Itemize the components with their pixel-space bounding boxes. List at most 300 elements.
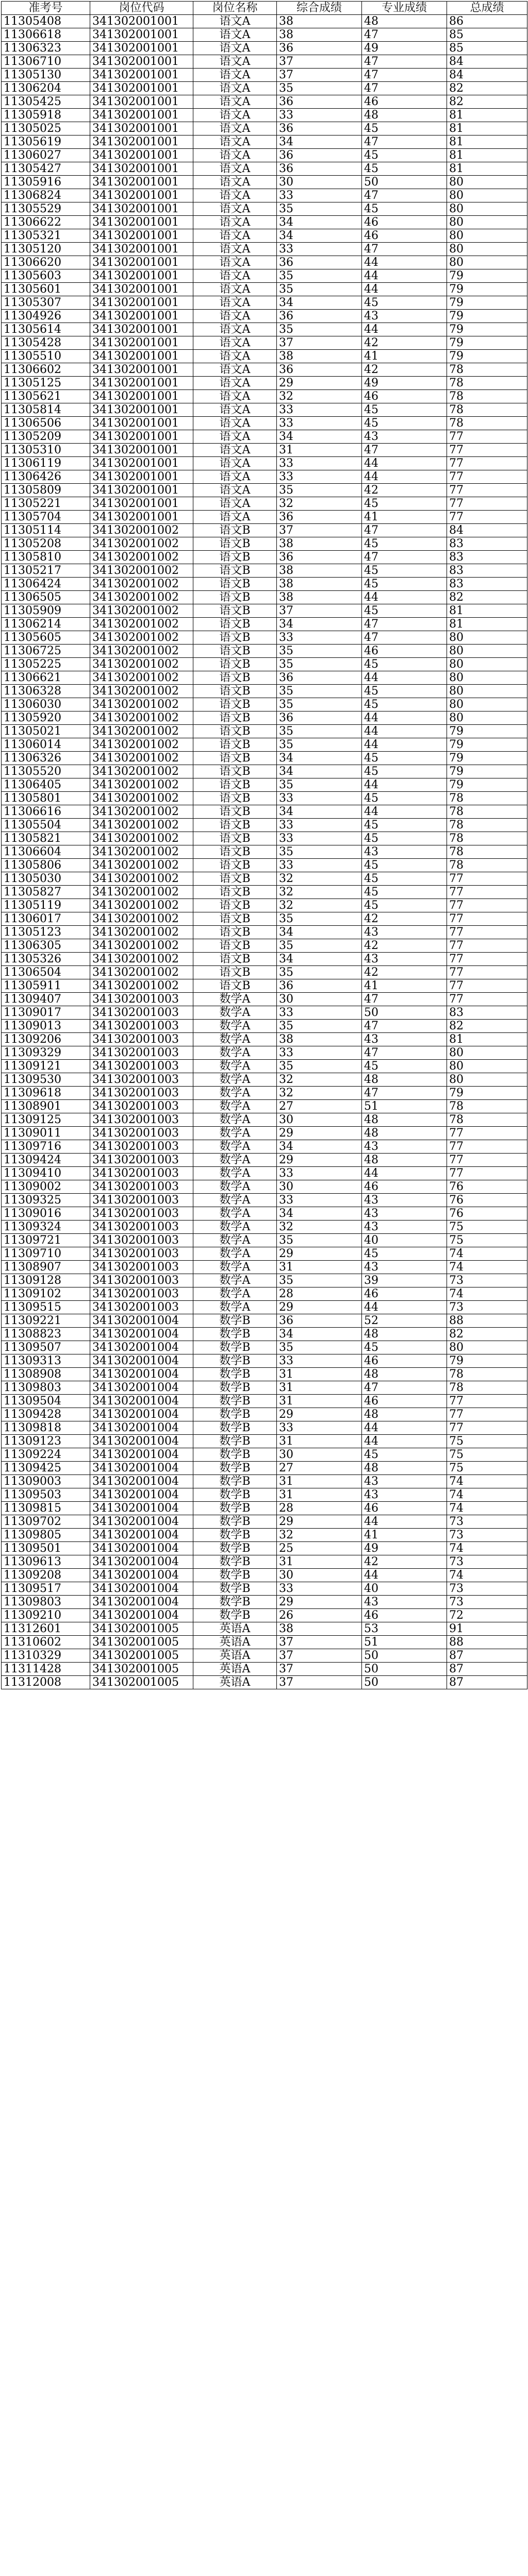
post-code-cell: 341302001001: [90, 229, 193, 243]
total-score-cell: 73: [447, 1515, 527, 1529]
composite-score-cell: 26: [277, 1609, 362, 1622]
exam-id-cell: 11309815: [2, 1502, 90, 1515]
total-score-cell: 80: [447, 658, 527, 671]
professional-score-cell: 45: [362, 578, 447, 591]
post-name-cell: 英语A: [193, 1676, 277, 1689]
composite-score-cell: 36: [277, 95, 362, 109]
professional-score-cell: 44: [362, 805, 447, 819]
table-row: [2, 953, 527, 966]
post-code-cell: 341302001001: [90, 296, 193, 310]
total-score-cell: 75: [447, 1435, 527, 1448]
composite-score-cell: 36: [277, 310, 362, 323]
table-row: [2, 149, 527, 162]
table-row: [2, 457, 527, 470]
professional-score-cell: 46: [362, 1287, 447, 1301]
composite-score-cell: 31: [277, 1261, 362, 1274]
post-name-cell: 语文B: [193, 645, 277, 658]
composite-score-cell: 31: [277, 1555, 362, 1569]
post-name-cell: 语文A: [193, 310, 277, 323]
professional-score-cell: 46: [362, 390, 447, 403]
table-row: [2, 1555, 527, 1569]
composite-score-cell: 36: [277, 363, 362, 377]
table-row: [2, 711, 527, 725]
post-code-cell: 341302001001: [90, 390, 193, 403]
composite-score-cell: 35: [277, 698, 362, 711]
composite-score-cell: 36: [277, 256, 362, 269]
professional-score-cell: 45: [362, 698, 447, 711]
post-code-cell: 341302001003: [90, 1234, 193, 1247]
post-name-cell: 数学B: [193, 1609, 277, 1622]
total-score-cell: 80: [447, 176, 527, 189]
post-code-cell: 341302001002: [90, 912, 193, 926]
composite-score-cell: 38: [277, 1033, 362, 1046]
professional-score-cell: 48: [362, 109, 447, 122]
post-code-cell: 341302001004: [90, 1569, 193, 1582]
professional-score-cell: 48: [362, 1154, 447, 1167]
exam-id-cell: 11305520: [2, 765, 90, 778]
post-name-cell: 数学B: [193, 1381, 277, 1395]
exam-id-cell: 11305120: [2, 243, 90, 256]
exam-id-cell: 11309013: [2, 1020, 90, 1033]
exam-id-cell: 11306027: [2, 149, 90, 162]
professional-score-cell: 47: [362, 243, 447, 256]
exam-id-cell: 11305310: [2, 444, 90, 457]
post-code-cell: 341302001001: [90, 149, 193, 162]
post-name-cell: 语文B: [193, 845, 277, 859]
table-row: [2, 604, 527, 618]
professional-score-cell: 43: [362, 926, 447, 939]
table-row: [2, 1676, 527, 1689]
professional-score-cell: 44: [362, 725, 447, 738]
exam-id-cell: 11305408: [2, 15, 90, 28]
post-code-cell: 341302001004: [90, 1555, 193, 1569]
post-code-cell: 341302001002: [90, 631, 193, 645]
total-score-cell: 73: [447, 1529, 527, 1542]
post-name-cell: 数学B: [193, 1529, 277, 1542]
table-row: [2, 1515, 527, 1529]
post-code-cell: 341302001003: [90, 1154, 193, 1167]
composite-score-cell: 33: [277, 819, 362, 832]
table-row: [2, 912, 527, 926]
composite-score-cell: 31: [277, 444, 362, 457]
table-row: [2, 859, 527, 872]
post-code-cell: 341302001002: [90, 591, 193, 604]
exam-id-cell: 11305209: [2, 430, 90, 444]
table-row: [2, 1154, 527, 1167]
exam-id-cell: 11305605: [2, 631, 90, 645]
total-score-cell: 80: [447, 711, 527, 725]
composite-score-cell: 37: [277, 336, 362, 350]
professional-score-cell: 45: [362, 819, 447, 832]
professional-score-cell: 45: [362, 1247, 447, 1261]
total-score-cell: 77: [447, 979, 527, 993]
exam-id-cell: 11308908: [2, 1368, 90, 1381]
exam-id-cell: 11305909: [2, 604, 90, 618]
composite-score-cell: 38: [277, 564, 362, 578]
post-code-cell: 341302001002: [90, 899, 193, 912]
post-code-cell: 341302001002: [90, 645, 193, 658]
total-score-cell: 84: [447, 69, 527, 82]
professional-score-cell: 47: [362, 1087, 447, 1100]
post-name-cell: 语文B: [193, 899, 277, 912]
post-code-cell: 341302001003: [90, 1207, 193, 1221]
composite-score-cell: 31: [277, 1381, 362, 1395]
total-score-cell: 77: [447, 1167, 527, 1180]
exam-id-cell: 11309424: [2, 1154, 90, 1167]
exam-id-cell: 11306622: [2, 216, 90, 229]
exam-id-cell: 11305619: [2, 135, 90, 149]
exam-id-cell: 11309613: [2, 1555, 90, 1569]
composite-score-cell: 35: [277, 484, 362, 497]
professional-score-cell: 49: [362, 42, 447, 55]
total-score-cell: 74: [447, 1475, 527, 1488]
post-name-cell: 语文A: [193, 403, 277, 417]
composite-score-cell: 31: [277, 1488, 362, 1502]
professional-score-cell: 47: [362, 551, 447, 564]
post-name-cell: 数学A: [193, 1087, 277, 1100]
professional-score-cell: 41: [362, 979, 447, 993]
exam-id-cell: 11309121: [2, 1060, 90, 1073]
table-row: [2, 497, 527, 511]
total-score-cell: 80: [447, 202, 527, 216]
professional-score-cell: 42: [362, 912, 447, 926]
exam-id-cell: 11309515: [2, 1301, 90, 1314]
post-name-cell: 语文B: [193, 832, 277, 845]
total-score-cell: 87: [447, 1676, 527, 1689]
total-score-cell: 80: [447, 1060, 527, 1073]
professional-score-cell: 44: [362, 738, 447, 752]
table-row: [2, 1448, 527, 1462]
exam-id-cell: 11306305: [2, 939, 90, 953]
table-row: [2, 256, 527, 269]
composite-score-cell: 35: [277, 778, 362, 792]
professional-score-cell: 43: [362, 310, 447, 323]
post-name-cell: 语文A: [193, 336, 277, 350]
total-score-cell: 75: [447, 1221, 527, 1234]
professional-score-cell: 45: [362, 296, 447, 310]
exam-id-cell: 11305425: [2, 95, 90, 109]
table-row: [2, 819, 527, 832]
exam-id-cell: 11309017: [2, 1006, 90, 1020]
composite-score-cell: 30: [277, 1180, 362, 1194]
exam-id-cell: 11309329: [2, 1046, 90, 1060]
post-name-cell: 语文A: [193, 69, 277, 82]
table-row: [2, 1529, 527, 1542]
total-score-cell: 84: [447, 524, 527, 537]
table-row: [2, 1234, 527, 1247]
composite-score-cell: 35: [277, 202, 362, 216]
post-name-cell: 语文A: [193, 176, 277, 189]
table-row: [2, 109, 527, 122]
total-score-cell: 77: [447, 1140, 527, 1154]
post-code-cell: 341302001004: [90, 1354, 193, 1368]
table-row: [2, 537, 527, 551]
post-name-cell: 数学A: [193, 1287, 277, 1301]
exam-id-cell: 11309313: [2, 1354, 90, 1368]
professional-score-cell: 43: [362, 430, 447, 444]
composite-score-cell: 35: [277, 738, 362, 752]
post-code-cell: 341302001002: [90, 939, 193, 953]
composite-score-cell: 33: [277, 1354, 362, 1368]
table-row: [2, 243, 527, 256]
post-name-cell: 语文A: [193, 229, 277, 243]
post-code-cell: 341302001004: [90, 1341, 193, 1354]
post-name-cell: 语文B: [193, 564, 277, 578]
composite-score-cell: 32: [277, 497, 362, 511]
table-row: [2, 1087, 527, 1100]
post-code-cell: 341302001005: [90, 1649, 193, 1663]
professional-score-cell: 42: [362, 966, 447, 979]
composite-score-cell: 27: [277, 1100, 362, 1113]
post-name-cell: 语文A: [193, 109, 277, 122]
post-name-cell: 数学B: [193, 1421, 277, 1435]
table-row: [2, 444, 527, 457]
total-score-cell: 78: [447, 417, 527, 430]
composite-score-cell: 31: [277, 1368, 362, 1381]
professional-score-cell: 45: [362, 1448, 447, 1462]
post-name-cell: 数学B: [193, 1582, 277, 1596]
table-row: [2, 845, 527, 859]
total-score-cell: 78: [447, 832, 527, 845]
table-row: [2, 1033, 527, 1046]
exam-id-cell: 11306204: [2, 82, 90, 95]
professional-score-cell: 47: [362, 618, 447, 631]
table-row: [2, 1314, 527, 1328]
post-name-cell: 语文A: [193, 189, 277, 202]
post-code-cell: 341302001004: [90, 1475, 193, 1488]
composite-score-cell: 34: [277, 216, 362, 229]
professional-score-cell: 46: [362, 1609, 447, 1622]
post-name-cell: 数学B: [193, 1462, 277, 1475]
total-score-cell: 74: [447, 1247, 527, 1261]
composite-score-cell: 35: [277, 939, 362, 953]
composite-score-cell: 31: [277, 1475, 362, 1488]
exam-id-cell: 11309503: [2, 1488, 90, 1502]
exam-id-cell: 11305125: [2, 377, 90, 390]
exam-id-cell: 11308907: [2, 1261, 90, 1274]
composite-score-cell: 33: [277, 1194, 362, 1207]
professional-score-cell: 45: [362, 604, 447, 618]
professional-score-cell: 45: [362, 658, 447, 671]
professional-score-cell: 46: [362, 645, 447, 658]
composite-score-cell: 32: [277, 899, 362, 912]
post-name-cell: 语文A: [193, 162, 277, 176]
composite-score-cell: 38: [277, 28, 362, 42]
post-code-cell: 341302001002: [90, 886, 193, 899]
exam-id-cell: 11305021: [2, 725, 90, 738]
table-row: [2, 511, 527, 524]
composite-score-cell: 35: [277, 1341, 362, 1354]
table-row: [2, 1582, 527, 1596]
composite-score-cell: 34: [277, 1328, 362, 1341]
exam-id-cell: 11306017: [2, 912, 90, 926]
table-row: [2, 671, 527, 685]
composite-score-cell: 33: [277, 109, 362, 122]
post-code-cell: 341302001003: [90, 1261, 193, 1274]
header-post-name: 岗位名称: [193, 2, 277, 15]
composite-score-cell: 35: [277, 845, 362, 859]
composite-score-cell: 29: [277, 1515, 362, 1529]
post-code-cell: 341302001004: [90, 1502, 193, 1515]
composite-score-cell: 33: [277, 792, 362, 805]
exam-id-cell: 11305123: [2, 926, 90, 939]
professional-score-cell: 49: [362, 1542, 447, 1555]
table-row: [2, 1247, 527, 1261]
total-score-cell: 80: [447, 645, 527, 658]
post-name-cell: 语文B: [193, 551, 277, 564]
table-row: [2, 95, 527, 109]
total-score-cell: 74: [447, 1569, 527, 1582]
total-score-cell: 77: [447, 444, 527, 457]
composite-score-cell: 37: [277, 524, 362, 537]
professional-score-cell: 43: [362, 845, 447, 859]
exam-id-cell: 11305911: [2, 979, 90, 993]
table-row: [2, 805, 527, 819]
post-code-cell: 341302001002: [90, 711, 193, 725]
composite-score-cell: 37: [277, 69, 362, 82]
composite-score-cell: 34: [277, 618, 362, 631]
professional-score-cell: 43: [362, 953, 447, 966]
post-code-cell: 341302001004: [90, 1529, 193, 1542]
total-score-cell: 83: [447, 578, 527, 591]
post-code-cell: 341302001004: [90, 1582, 193, 1596]
post-name-cell: 语文A: [193, 283, 277, 296]
professional-score-cell: 45: [362, 537, 447, 551]
post-name-cell: 数学B: [193, 1408, 277, 1421]
exam-id-cell: 11306030: [2, 698, 90, 711]
post-name-cell: 数学B: [193, 1542, 277, 1555]
post-name-cell: 语文B: [193, 953, 277, 966]
exam-id-cell: 11306602: [2, 363, 90, 377]
professional-score-cell: 48: [362, 1127, 447, 1140]
total-score-cell: 79: [447, 1354, 527, 1368]
post-code-cell: 341302001005: [90, 1622, 193, 1636]
exam-id-cell: 11306710: [2, 55, 90, 69]
header-professional-score: 专业成绩: [362, 2, 447, 15]
post-name-cell: 数学A: [193, 1020, 277, 1033]
post-name-cell: 语文A: [193, 390, 277, 403]
post-code-cell: 341302001003: [90, 1046, 193, 1060]
table-row: [2, 1663, 527, 1676]
exam-id-cell: 11305510: [2, 350, 90, 363]
header-exam-id: 准考号: [2, 2, 90, 15]
post-code-cell: 341302001002: [90, 872, 193, 886]
total-score-cell: 74: [447, 1502, 527, 1515]
post-name-cell: 数学B: [193, 1435, 277, 1448]
professional-score-cell: 47: [362, 1046, 447, 1060]
total-score-cell: 82: [447, 1020, 527, 1033]
post-name-cell: 数学A: [193, 1221, 277, 1234]
exam-id-cell: 11309410: [2, 1167, 90, 1180]
post-name-cell: 数学A: [193, 1100, 277, 1113]
professional-score-cell: 45: [362, 1060, 447, 1073]
total-score-cell: 80: [447, 256, 527, 269]
post-code-cell: 341302001001: [90, 269, 193, 283]
total-score-cell: 80: [447, 189, 527, 202]
table-row: [2, 1341, 527, 1354]
post-code-cell: 341302001001: [90, 283, 193, 296]
total-score-cell: 74: [447, 1261, 527, 1274]
table-row: [2, 966, 527, 979]
composite-score-cell: 33: [277, 189, 362, 202]
exam-id-cell: 11309003: [2, 1475, 90, 1488]
post-name-cell: 数学B: [193, 1488, 277, 1502]
table-row: [2, 1006, 527, 1020]
total-score-cell: 77: [447, 497, 527, 511]
table-row: [2, 1301, 527, 1314]
exam-id-cell: 11309702: [2, 1515, 90, 1529]
total-score-cell: 83: [447, 1006, 527, 1020]
composite-score-cell: 33: [277, 417, 362, 430]
post-name-cell: 数学B: [193, 1314, 277, 1328]
professional-score-cell: 51: [362, 1636, 447, 1649]
total-score-cell: 77: [447, 511, 527, 524]
exam-id-cell: 11309210: [2, 1609, 90, 1622]
post-name-cell: 语文B: [193, 886, 277, 899]
total-score-cell: 82: [447, 95, 527, 109]
post-code-cell: 341302001001: [90, 176, 193, 189]
table-row: [2, 1462, 527, 1475]
exam-id-cell: 11309501: [2, 1542, 90, 1555]
total-score-cell: 83: [447, 537, 527, 551]
post-code-cell: 341302001002: [90, 564, 193, 578]
post-name-cell: 语文B: [193, 819, 277, 832]
post-name-cell: 语文A: [193, 82, 277, 95]
professional-score-cell: 50: [362, 1663, 447, 1676]
total-score-cell: 74: [447, 1542, 527, 1555]
post-code-cell: 341302001003: [90, 1274, 193, 1287]
table-row: [2, 1113, 527, 1127]
table-row: [2, 926, 527, 939]
professional-score-cell: 45: [362, 1341, 447, 1354]
exam-id-cell: 11309002: [2, 1180, 90, 1194]
exam-id-cell: 11309221: [2, 1314, 90, 1328]
composite-score-cell: 36: [277, 42, 362, 55]
exam-id-cell: 11306824: [2, 189, 90, 202]
professional-score-cell: 44: [362, 1421, 447, 1435]
professional-score-cell: 46: [362, 1395, 447, 1408]
total-score-cell: 78: [447, 390, 527, 403]
total-score-cell: 79: [447, 350, 527, 363]
exam-id-cell: 11305208: [2, 537, 90, 551]
total-score-cell: 78: [447, 1381, 527, 1395]
total-score-cell: 81: [447, 122, 527, 135]
total-score-cell: 81: [447, 162, 527, 176]
exam-id-cell: 11305621: [2, 390, 90, 403]
total-score-cell: 81: [447, 618, 527, 631]
composite-score-cell: 34: [277, 296, 362, 310]
professional-score-cell: 45: [362, 752, 447, 765]
exam-id-cell: 11309517: [2, 1582, 90, 1596]
post-name-cell: 语文A: [193, 457, 277, 470]
professional-score-cell: 47: [362, 993, 447, 1006]
total-score-cell: 79: [447, 778, 527, 792]
composite-score-cell: 29: [277, 1247, 362, 1261]
composite-score-cell: 38: [277, 578, 362, 591]
post-code-cell: 341302001003: [90, 1247, 193, 1261]
total-score-cell: 74: [447, 1287, 527, 1301]
composite-score-cell: 29: [277, 1154, 362, 1167]
professional-score-cell: 46: [362, 229, 447, 243]
total-score-cell: 78: [447, 1113, 527, 1127]
exam-id-cell: 11311428: [2, 1663, 90, 1676]
professional-score-cell: 44: [362, 323, 447, 336]
total-score-cell: 78: [447, 1368, 527, 1381]
post-name-cell: 语文B: [193, 658, 277, 671]
post-name-cell: 语文B: [193, 872, 277, 886]
post-name-cell: 语文A: [193, 42, 277, 55]
post-code-cell: 341302001001: [90, 82, 193, 95]
